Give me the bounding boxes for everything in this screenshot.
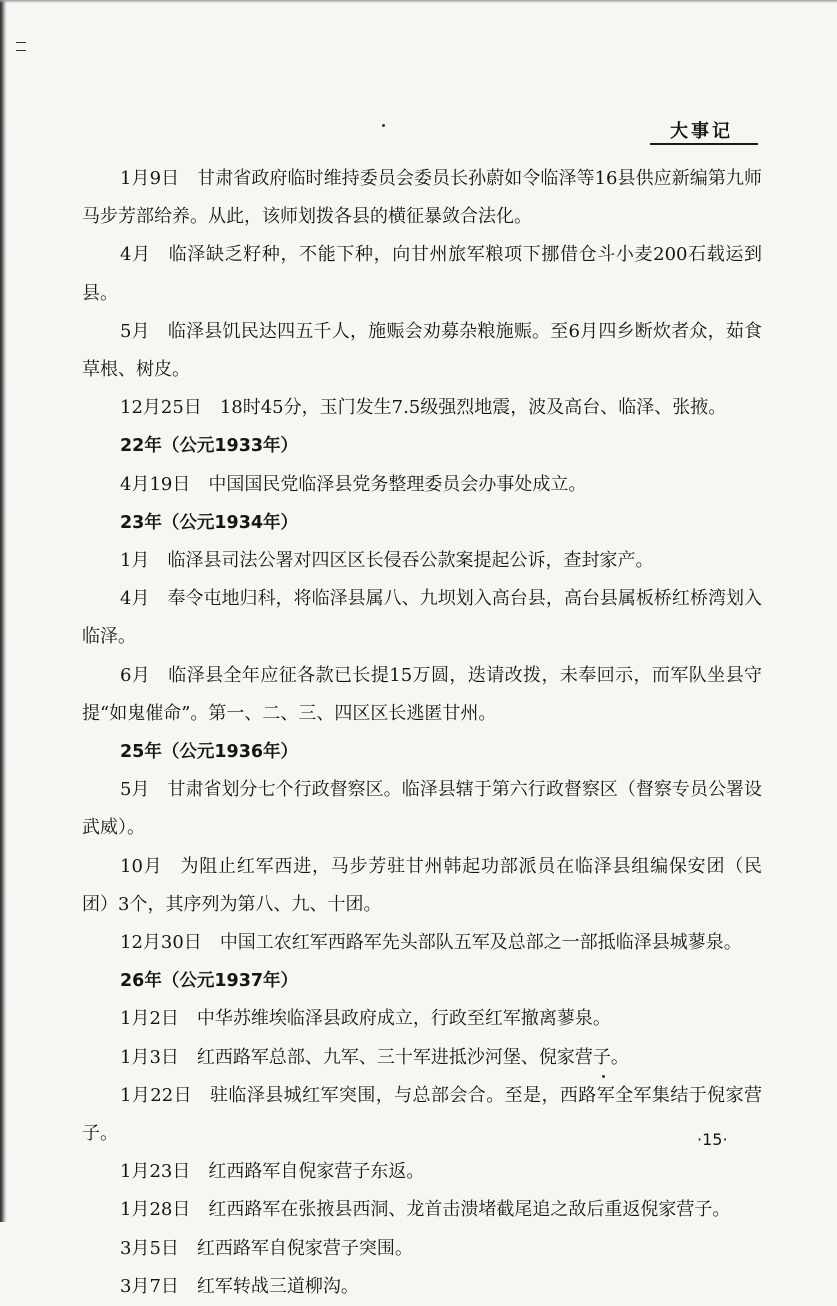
entry-text: 中国国民党临泽县党务整理委员会办事处成立。: [208, 473, 587, 495]
entry-text: 18时45分，玉门发生7.5级强烈地震，波及高台、临泽、张掖。: [219, 397, 727, 419]
entry-date: 1月22日: [120, 1084, 193, 1106]
entry-date: 10月: [120, 855, 163, 877]
chronicle-entry: [82, 1000, 762, 1038]
chronicle-entry: [82, 466, 762, 504]
entry-date: 4月: [120, 588, 150, 610]
chronicle-body: [82, 160, 762, 1306]
entry-text: 驻临泽县城红军突围，与总部会合。至是，西路军全军集结于倪家营子。: [82, 1084, 762, 1145]
entry-date: 3月7日: [120, 1275, 179, 1297]
chronicle-entry: [82, 848, 762, 924]
chronicle-entry: [82, 1230, 762, 1268]
chronicle-entry: [82, 1153, 762, 1191]
entry-text: 红西路军在张掖县西洞、龙首击溃堵截尾追之敌后重返倪家营子。: [208, 1199, 731, 1221]
chronicle-entry: [82, 657, 762, 733]
chronicle-entry: [82, 580, 762, 656]
year-heading: 25年（公元1936年）: [120, 742, 299, 763]
entry-text: 临泽县全年应征各款已长提15万圆，迭请改拨，未奉回示，而军队坐县守提“如鬼催命”。第一、二、三、四区区长逃匿甘州。: [82, 664, 762, 724]
year-heading: 23年（公元1934年）: [120, 512, 299, 533]
entry-text: 临泽缺乏籽种，不能下种，向甘州旅军粮项下挪借仓斗小麦200石载运到县。: [82, 244, 762, 304]
chronicle-entry: [82, 1039, 762, 1077]
entry-date: 1月: [120, 550, 150, 572]
chronicle-entry: [82, 236, 762, 312]
chronicle-entry: [82, 542, 762, 580]
year-heading: 22年（公元1933年）: [120, 436, 299, 457]
header-rule: [650, 143, 758, 145]
entry-date: 3月5日: [120, 1237, 179, 1259]
entry-date: 4月: [120, 244, 151, 266]
entry-date: 5月: [120, 320, 150, 342]
chronicle-entry: [82, 313, 762, 389]
chronicle-entry: [82, 160, 762, 236]
entry-text: 红西路军总部、九军、三十军进抵沙河堡、倪家营子。: [196, 1046, 629, 1068]
chronicle-entry: [82, 924, 762, 962]
entry-text: 甘肃省政府临时维持委员会委员长孙蔚如令临泽等16县供应新编第九师马步芳部给养。从此，该师划拨各县的横征暴敛合法化。: [82, 168, 763, 228]
scan-top-line: [0, 0, 837, 3]
entry-text: 红军转战三道柳沟。: [196, 1275, 359, 1297]
chronicle-entry: [82, 389, 762, 427]
year-heading: 26年（公元1937年）: [120, 971, 299, 992]
entry-date: 6月: [120, 664, 151, 686]
margin-mark: [16, 42, 26, 43]
margin-mark: [16, 50, 26, 51]
entry-date: 1月28日: [120, 1199, 191, 1221]
entry-text: 红西路军自倪家营子突围。: [196, 1237, 413, 1259]
entry-date: 1月2日: [120, 1008, 179, 1030]
running-head: 大事记: [670, 121, 733, 142]
entry-date: 5月: [120, 779, 150, 801]
page-number: ·15·: [697, 1130, 728, 1149]
entry-text: 中国工农红军西路军先头部队五军及总部之一部抵临泽县城蓼泉。: [219, 932, 742, 954]
scan-speck: [382, 124, 385, 127]
scan-shadow-edge: [0, 0, 7, 1222]
entry-text: 奉令屯地归科，将临泽县属八、九坝划入高台县，高台县属板桥红桥湾划入临泽。: [82, 588, 762, 648]
chronicle-entry: [82, 1077, 762, 1153]
chronicle-entry: [82, 771, 762, 847]
entry-date: 12月30日: [120, 932, 202, 954]
entry-date: 1月23日: [120, 1161, 191, 1183]
entry-text: 中华苏维埃临泽县政府成立，行政至红军撤离蓼泉。: [196, 1008, 611, 1030]
entry-text: 红西路军自倪家营子东返。: [208, 1161, 425, 1183]
entry-text: 临泽县司法公署对四区区长侵吞公款案提起公诉，查封家产。: [167, 550, 654, 572]
entry-date: 1月9日: [120, 168, 180, 189]
entry-text: 为阻止红军西进，马步芳驻甘州韩起功部派员在临泽县组编保安团（民团）3个，其序列为第八、九、十团。: [82, 855, 763, 915]
entry-date: 12月25日: [120, 397, 202, 419]
entry-text: 临泽县饥民达四五千人，施赈会劝募杂粮施赈。至6月四乡断炊者众，茹食草根、树皮。: [82, 320, 763, 381]
entry-date: 1月3日: [120, 1046, 179, 1068]
chronicle-entry: [82, 1268, 762, 1306]
entry-date: 4月19日: [120, 473, 191, 495]
entry-text: 甘肃省划分七个行政督察区。临泽县辖于第六行政督察区（督察专员公署设武威）。: [82, 779, 762, 839]
chronicle-entry: [82, 1191, 762, 1229]
